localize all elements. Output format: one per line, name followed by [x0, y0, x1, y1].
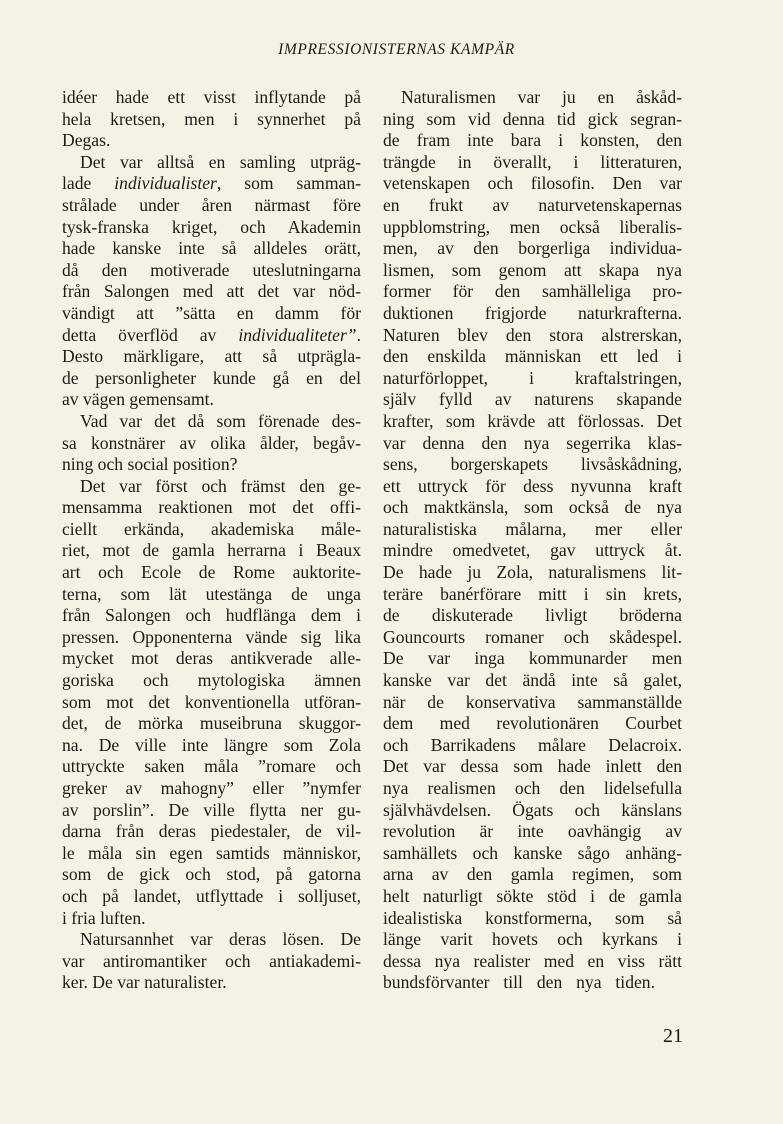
text-line: Naturen blev den stora alstrerskan, [383, 324, 682, 345]
text-line: det, de mörka museibruna skuggor- [62, 713, 361, 734]
running-head: IMPRESSIONISTERNAS KAMPÄR [278, 41, 515, 58]
left-text-column [62, 87, 361, 994]
text-line: dem med revolutionären Courbet [383, 713, 682, 734]
text-line: av vägen gemensamt. [62, 389, 214, 410]
text-line: riet, mot de gamla herrarna i Beaux [62, 540, 361, 561]
text-line: Naturalismen var ju en åskåd- [401, 87, 682, 107]
text-line: na. De ville inte längre som Zola [62, 734, 361, 755]
text-line: och Barrikadens målare Delacroix. [383, 734, 682, 755]
text-line: helt naturligt sökte stöd i de gamla [383, 885, 682, 906]
text-line: de personligheter kunde gå en del [62, 367, 361, 388]
text-line: bundsförvanter till den nya tiden. [383, 972, 655, 993]
text-line: krafter, som krävde att förlossas. Det [383, 410, 682, 431]
text-line: Det var alltså en samling utpräg- [80, 151, 361, 172]
text-line: och maktkänsla, som också de nya [383, 497, 682, 518]
text-line: former för den samhälleliga pro- [383, 281, 682, 302]
text-line: och på landet, utflyttade i solljuset, [62, 885, 361, 906]
right-text-column [383, 87, 682, 994]
text-line: Desto märkligare, att så utprägla- [62, 346, 361, 367]
text-line: revolution är inte oavhängig av [383, 821, 682, 842]
text-line: sa konstnärer av olika ålder, begåv- [62, 432, 361, 453]
text-line: självhävdelsen. Ögats och känslans [383, 799, 682, 820]
text-line: som mot det konventionella utföran- [62, 691, 361, 712]
text-line: ciellt erkända, akademiska måle- [62, 518, 361, 539]
text-line: då den motiverade uteslutningarna [62, 259, 361, 280]
text-line: nya realismen och den lidelsefulla [383, 778, 682, 798]
text-line: terna, som lät utestänga de unga [62, 583, 361, 604]
text-line: art och Ecole de Rome auktorite- [62, 562, 361, 583]
text-line: mindre omedvetet, gav uttryck åt. [383, 540, 682, 561]
text-line: dessa nya realister med en viss rätt [383, 950, 682, 971]
text-line: le måla sin egen samtids människor, [62, 842, 361, 863]
text-line: naturförloppet, i kraftalstringen, [383, 367, 682, 388]
text-line: ning som vid denna tid gick segran- [383, 108, 682, 129]
text-line: mycket mot deras antikverade alle- [62, 648, 361, 669]
text-line: när de konservativa sammanställde [383, 691, 682, 712]
text-line: De hade ju Zola, naturalismens lit- [383, 562, 682, 583]
text-line: mensamma reaktionen mot det offi- [62, 497, 361, 518]
text-line: en frukt av naturvetenskapernas [383, 194, 682, 215]
text-line: samhällets och kanske sågo anhäng- [383, 842, 682, 863]
page-number: 21 [663, 1025, 683, 1047]
text-line: Gouncourts romaner och skådespel. [383, 626, 682, 647]
text-line: ett uttryck för dess nyvunna kraft [383, 475, 682, 496]
text-line: men, av den borgerliga individua- [383, 238, 682, 259]
text-line: var antiromantiker och antiakademi- [62, 950, 361, 971]
text-line: tysk-franska kriget, och Akademin [62, 216, 361, 237]
text-line: pressen. Opponenterna vände sig lika [62, 626, 361, 647]
text-line: länge varit hovets och kyrkans i [383, 929, 682, 950]
text-line: vetenskapen och filosofin. Den var [383, 173, 682, 194]
text-line: ning och social position? [62, 454, 238, 475]
text-line: trängde in överallt, i litteraturen, [383, 151, 682, 172]
text-line: från Salongen med att det var nöd- [62, 281, 361, 302]
text-line: var denna den nya segerrika klas- [383, 432, 682, 453]
text-line: naturalistiska målarna, mer eller [383, 518, 682, 539]
text-line: från Salongen och hudflänga dem i [62, 605, 361, 626]
text-line: de diskuterade livligt bröderna [383, 605, 682, 626]
text-line: De var inga kommunarder men [383, 648, 682, 669]
text-line: arna av den gamla regimen, som [383, 864, 682, 885]
text-line: teräre banérförare mitt i sin krets, [383, 583, 682, 604]
text-line: idealistiska konstformerna, som så [383, 907, 682, 928]
text-line: själv fylld av naturens skapande [383, 389, 682, 410]
text-line: lade individualister, som samman- [62, 173, 362, 194]
text-line: i fria luften. [62, 907, 146, 928]
text-line: av porslin”. De ville flytta ner gu- [62, 799, 361, 820]
text-line: uttryckte saken måla ”romare och [62, 756, 361, 777]
text-line: Natursannhet var deras lösen. De [80, 929, 361, 950]
text-line: lismen, som genom att skapa nya [383, 259, 682, 280]
text-line: den enskilda människan ett led i [383, 346, 682, 367]
text-line: ker. De var naturalister. [62, 972, 227, 993]
text-line: idéer hade ett visst inflytande på [62, 87, 361, 107]
text-line: darna från deras piedestaler, de vil- [62, 821, 361, 842]
text-line: Vad var det då som förenade des- [80, 410, 361, 431]
text-line: kanske var det ändå inte så galet, [383, 670, 682, 691]
text-line: uppblomstring, men också liberalis- [383, 216, 682, 237]
text-line: greker av mahogny” eller ”nymfer [62, 778, 361, 798]
text-line: strålade under åren närmast före [62, 194, 361, 215]
text-line: Det var först och främst den ge- [80, 475, 361, 496]
text-line: hade kanske inte så alldeles orätt, [62, 238, 361, 259]
text-line: de fram inte bara i konsten, den [383, 130, 682, 151]
text-line: som de gick och stod, på gatorna [62, 864, 361, 885]
text-line: vändigt att ”sätta en damm för [62, 302, 361, 323]
text-line: detta överflöd av individualiteter”. [62, 324, 361, 345]
text-line: goriska och mytologiska ämnen [62, 670, 361, 691]
text-line: sens, borgerskapets livsåskådning, [383, 454, 682, 475]
text-line: duktionen frigjorde naturkrafterna. [383, 302, 682, 323]
text-line: Degas. [62, 130, 111, 151]
text-line: Det var dessa som hade inlett den [383, 756, 682, 777]
text-line: hela kretsen, men i synnerhet på [62, 108, 361, 129]
